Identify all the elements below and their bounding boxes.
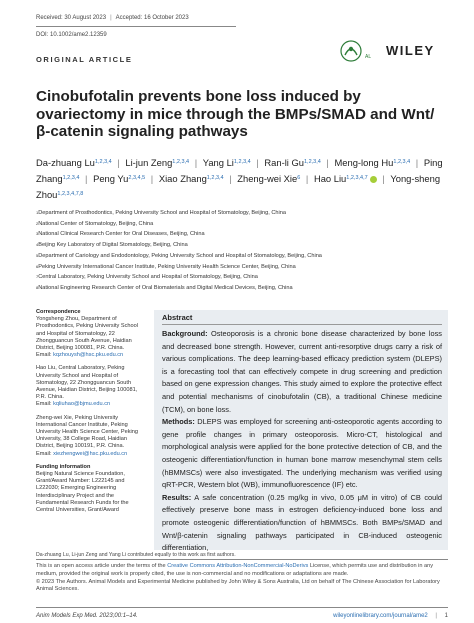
results-label: Results: — [162, 492, 192, 502]
license-pre: This is an open access article under the terms of the — [36, 563, 166, 569]
author-affiliation-sup: 1,2,3,4 — [94, 159, 112, 165]
author-affiliation-sup: 1,2,3,4 — [393, 159, 411, 165]
affiliation-text: National Clinical Research Center for Oral Diseases, Beijing, China — [38, 231, 205, 238]
license-post: License, which permits use and distribution in any medium, provided the original work is properly cited, the use is non-commercial and no modifications or adaptations are made. — [36, 563, 434, 577]
author-affiliation-sup: 1,2,3,4,7,8 — [57, 191, 84, 197]
author-name: Li-jun Zeng — [125, 157, 173, 168]
author-name: Ran-li Gu — [264, 157, 304, 168]
abstract-divider — [162, 324, 442, 325]
article-title: Cinobufotalin prevents bone loss induced by ovariectomy in mice through the BMPs/SMAD and Wnt/β-catenin signaling pathways — [36, 88, 435, 140]
affiliation-number: 6 — [36, 263, 39, 269]
society-mark: AL — [365, 54, 372, 60]
results-text: A safe concentration (0.25 mg/kg in vivo, 0.05 μM in vitro) of CB could effectively preserve bone mass in estrogen deficiency-induced bone loss and promote osteogenic differentiation/function of hBMMSCs. Both BMPs/SMAD and Wnt/β-catenin signaling pathways participated in CB-induced osteogenic differentiation, — [162, 492, 442, 553]
email-label: Email: — [36, 352, 52, 359]
author[interactable] — [203, 157, 251, 168]
affiliation-number: 8 — [36, 284, 39, 290]
received-date: Received: 30 August 2023 — [36, 15, 107, 21]
author-name: Ping Zhang — [36, 157, 443, 184]
license-link[interactable]: Creative Commons Attribution-NonCommercial-NoDerivs — [167, 563, 309, 569]
affiliation-number: 7 — [36, 274, 39, 280]
methods-label: Methods: — [162, 417, 195, 427]
author-name: Zheng-wei Xie — [237, 173, 298, 184]
author[interactable] — [314, 173, 377, 184]
affiliation-number: 1 — [36, 210, 39, 215]
orcid-icon[interactable] — [370, 176, 377, 183]
author-name: Hao Liu — [313, 173, 347, 184]
correspondence-block-2: Hao Liu, Central Laboratory, Peking University School and Hospital of Stomatology, 22 Zhongguancun South Avenue, Haidian District, Beijing 100081, P.R. China. — [36, 365, 138, 401]
background-label: Background: — [162, 329, 208, 338]
received-accepted-dates: Received: 30 August 2023 | Accepted: 16 October 2023 — [36, 15, 189, 21]
author-separator: | — [148, 173, 156, 184]
affiliation-text: Department of Prosthodontics, Peking University School and Hospital of Stomatology, Beijing, China — [38, 210, 286, 216]
author-affiliation-sup: 1,2,3,4 — [62, 175, 80, 181]
affiliation-text: National Center of Stomatology, Beijing, China — [38, 220, 154, 227]
author-separator: | — [226, 173, 235, 184]
affiliation — [36, 219, 456, 230]
footnote-divider — [36, 559, 448, 560]
methods-text: DLEPS was employed for screening anti-osteoporotic agents according to gene profile changes in primary osteoporosis. Micro-CT, histological and morphological analysis were applied for the bone protective detection of CB, and the osteogenic differentiation/function in human bone marrow mesenchymal stem cells (hBMMSCs) were also investigated. The underlying mechanism was verified using qRT-PCR, Western blot (WB), immunofluorescence (IF) etc. — [162, 417, 442, 490]
wiley-logo[interactable]: WILEY — [386, 43, 435, 58]
author-separator: | — [379, 173, 388, 184]
author-separator: | — [114, 157, 123, 168]
journal-citation: Anim Models Exp Med. 2023;00:1–14. — [36, 613, 138, 619]
author-affiliation-sup: 1,2,3,4,7 — [346, 175, 368, 181]
header-divider — [36, 26, 236, 27]
affiliation-list — [36, 208, 456, 294]
author-separator: | — [323, 157, 332, 168]
affiliation-number: 3 — [36, 231, 39, 237]
author-affiliation-sup: 1,2,3,4 — [233, 159, 251, 165]
author-affiliation-sup: 6 — [297, 175, 301, 181]
author-affiliation-sup: 1,2,3,4 — [172, 159, 190, 165]
affiliation — [36, 229, 456, 240]
author-separator: | — [253, 157, 262, 168]
author[interactable] — [125, 157, 189, 168]
author-name: Yong-sheng Zhou — [36, 173, 441, 200]
email-link-2[interactable]: kqliuhao@bjmu.edu.cn — [53, 401, 111, 408]
author[interactable] — [159, 173, 224, 184]
author-name: Yang Li — [202, 157, 234, 168]
affiliation-text: Department of Cariology and Endodontology, Peking University School and Hospital of Stomatology, Beijing, China — [38, 252, 322, 259]
author-name: Da-zhuang Lu — [36, 157, 95, 168]
affiliation-number: 2 — [36, 220, 39, 226]
affiliation-text: Beijing Key Laboratory of Digital Stomatology, Beijing, China — [38, 242, 188, 249]
author[interactable] — [334, 157, 410, 168]
email-link-1[interactable]: kqzhouysh@hsc.pku.edu.cn — [53, 352, 124, 359]
copyright-text: © 2023 The Authors. Animal Models and Experimental Medicine published by John Wiley & Sons Australia, Ltd on behalf of The Chinese Association for Laboratory Animal Sciences. — [36, 578, 440, 593]
author-affiliation-sup: 1,2,3,4 — [206, 175, 224, 181]
author-separator: | — [413, 157, 421, 168]
funding-heading: Funding information — [36, 463, 91, 470]
author-separator: | — [303, 173, 311, 184]
affiliation — [36, 251, 456, 262]
affiliation — [36, 240, 456, 251]
background-text: Osteoporosis is a chronic bone disease characterized by bone loss and decreased bone strength. However, current anti-resorptive drugs carry a risk of various complications. The deep learning-based efficacy prediction system (DLEPS) is a forecasting tool that can effectively compete in drug screening and prediction based on gene expression changes. This study aimed to explore the protective effect and potential mechanisms of cinobufotalin (CB), a traditional Chinese medicine (TCM), on bone loss. — [162, 329, 443, 414]
footer-right: wileyonlinelibrary.com/journal/ame2 | 1 — [333, 613, 448, 619]
author-affiliation-sup: 1,2,3,4 — [303, 159, 321, 165]
affiliation-text: Central Laboratory, Peking University School and Hospital of Stomatology, Beijing, China — [38, 274, 258, 281]
author-list — [36, 155, 456, 203]
author-affiliation-sup: 2,3,4,5 — [128, 175, 146, 181]
abstract-text — [162, 328, 442, 555]
article-type: ORIGINAL ARTICLE — [36, 55, 133, 64]
correspondence-column — [36, 309, 146, 514]
page-number: 1 — [444, 613, 448, 619]
abstract-heading: Abstract — [162, 313, 193, 322]
author-name: Meng-long Hu — [334, 157, 394, 168]
publisher-logos — [338, 40, 438, 62]
email-label: Email: — [36, 401, 52, 408]
email-link-3[interactable]: xiezhengwei@hsc.pku.edu.cn — [53, 450, 128, 457]
affiliation-number: 5 — [36, 252, 39, 258]
email-label: Email: — [36, 450, 52, 457]
license-text — [36, 563, 448, 594]
correspondence-block-1: Yongsheng Zhou, Department of Prosthodontics, Peking University School and Hospital of Stomatology, 22 Zhongguancun South Avenue, Haidian District, Beijing 100081, P.R. China. — [36, 316, 138, 352]
author-name: Peng Yu — [93, 173, 129, 184]
affiliation-text: National Engineering Research Center of Oral Biomaterials and Digital Medical Devices, Beijing, China — [38, 284, 293, 291]
funding-text: Beijing Natural Science Foundation, Grant/Award Number: L222145 and L222030; Emerging Engineering Interdisciplinary Project and the Fundamental Research Funds for the Central Universities, Grant/Award — [36, 471, 129, 514]
affiliation — [36, 272, 456, 283]
author[interactable] — [36, 157, 112, 168]
author[interactable] — [237, 173, 300, 184]
accepted-date: Accepted: 16 October 2023 — [115, 15, 189, 21]
affiliation — [36, 208, 456, 219]
author-name: Xiao Zhang — [158, 173, 207, 184]
doi[interactable]: DOI: 10.1002/ame2.12359 — [36, 32, 107, 38]
journal-url-link[interactable]: wileyonlinelibrary.com/journal/ame2 — [333, 613, 428, 619]
author-separator: | — [192, 157, 200, 168]
author[interactable] — [264, 157, 320, 168]
affiliation-text: Peking University International Cancer Institute, Peking University Health Science Center, Beijing, China — [38, 263, 296, 270]
correspondence-block-3: Zheng-wei Xie, Peking University International Cancer Institute, Peking University Health Science Center, Peking University, 38 College Road, Haidian District, Beijing 100191, P.R. China. — [36, 414, 138, 450]
affiliation-number: 4 — [36, 242, 39, 248]
affiliation — [36, 262, 456, 273]
author[interactable] — [93, 173, 145, 184]
author-separator: | — [82, 173, 91, 184]
affiliation — [36, 283, 456, 294]
footer-divider — [36, 607, 448, 608]
equal-contribution-note: Da-zhuang Lu, Li-jun Zeng and Yang Li contributed equally to this work as first authors. — [36, 552, 236, 558]
correspondence-heading: Correspondence — [36, 309, 81, 315]
